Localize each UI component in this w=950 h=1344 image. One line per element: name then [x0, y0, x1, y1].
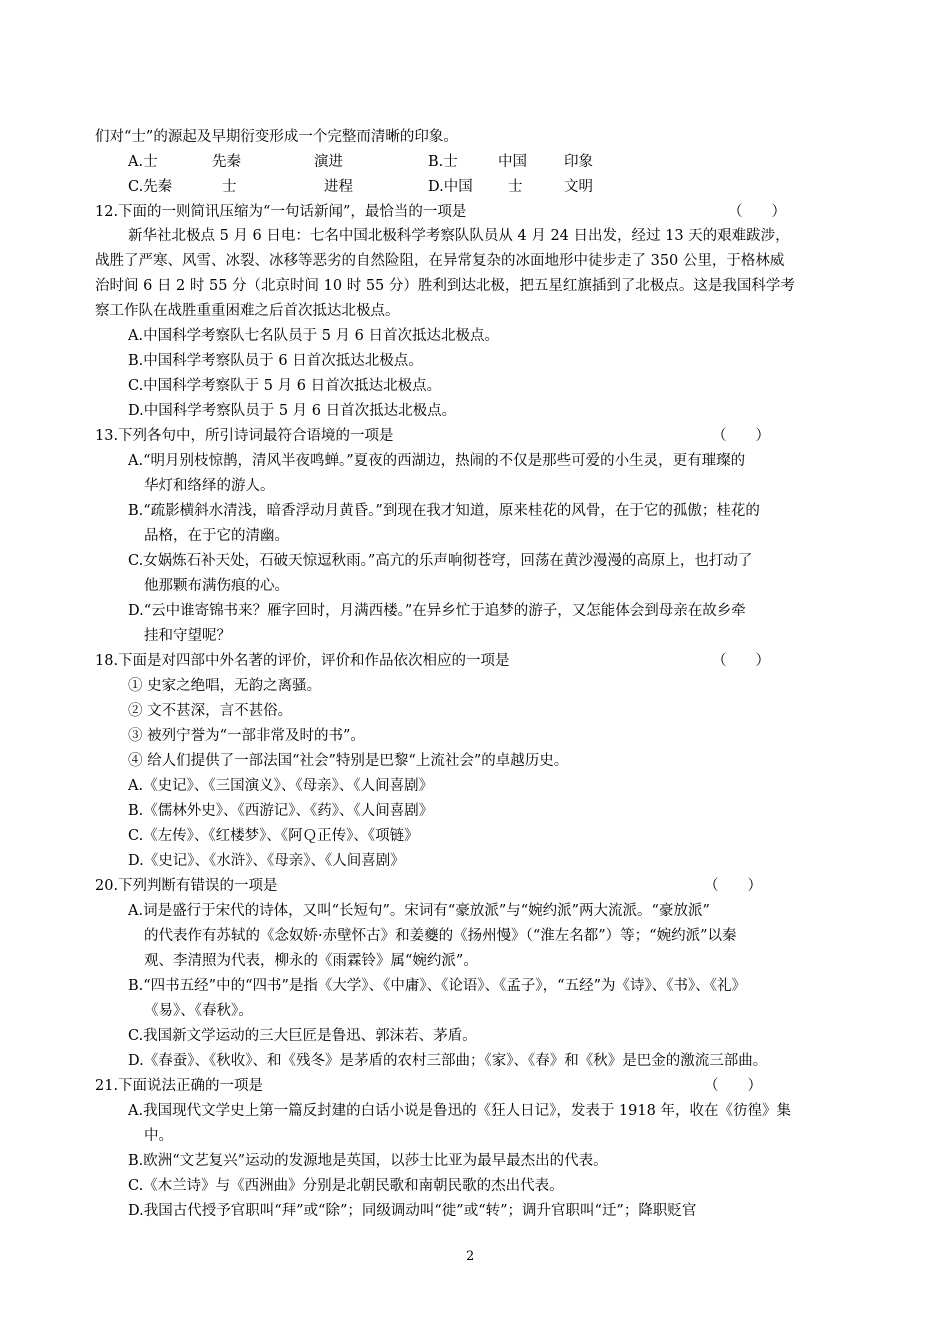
- q12-passage-line: 察工作队在战胜重重困难之后首次抵达北极点。: [95, 303, 400, 319]
- q18-option: A.《史记》、《三国演义》、《母亲》、《人间喜剧》: [128, 778, 434, 794]
- q13-option-line: 他那颗布满伤痕的心。: [144, 578, 289, 594]
- q20-option-line: 观、李清照为代表，柳永的《雨霖铃》属“婉约派”。: [144, 953, 478, 969]
- q20-option-line: C.我国新文学运动的三大巨匠是鲁迅、郭沫若、茅盾。: [128, 1028, 477, 1044]
- q18-item: ③ 被列宁誉为“一部非常及时的书”。: [128, 728, 365, 744]
- q11-option-c-1: C.先秦: [128, 179, 173, 195]
- q13-option-line: D.“云中谁寄锦书来？雁字回时，月满西楼。”在异乡忙于追梦的游子，又怎能体会到母亲在故乡牵: [128, 603, 746, 619]
- q18-option: B.《儒林外史》、《西游记》、《药》、《人间喜剧》: [128, 803, 434, 819]
- q11-option-a-1: A.士: [128, 154, 158, 170]
- q18-item: ④ 给人们提供了一部法国“社会”特别是巴黎“上流社会”的卓越历史。: [128, 753, 569, 769]
- q12-option: C.中国科学考察队于 5 月 6 日首次抵达北极点。: [128, 378, 442, 394]
- q18-option: C.《左传》、《红楼梦》、《阿Ｑ正传》、《项链》: [128, 828, 419, 844]
- page-number: 2: [466, 1249, 475, 1264]
- q11-option-b-2: 中国: [498, 154, 527, 170]
- q20-stem: 20.下列判断有错误的一项是: [95, 878, 278, 894]
- q11-option-c-3: 进程: [324, 179, 353, 195]
- q11-option-d-2: 士: [508, 179, 523, 195]
- q21-option-line: C.《木兰诗》与《西洲曲》分别是北朝民歌和南朝民歌的杰出代表。: [128, 1178, 564, 1194]
- q20-option-line: A.词是盛行于宋代的诗体，又叫“长短句”。宋词有“豪放派”与“婉约派”两大流派。“豪放派”: [128, 903, 710, 919]
- q12-option: D.中国科学考察队员于 5 月 6 日首次抵达北极点。: [128, 403, 457, 419]
- q13-option-line: B.“疏影横斜水清浅，暗香浮动月黄昏。”到现在我才知道，原来桂花的风骨，在于它的孤傲；桂花的: [128, 503, 760, 519]
- q13-option-line: C.女娲炼石补天处，石破天惊逗秋雨。”高亢的乐声响彻苍穹，回荡在黄沙漫漫的高原上，也打动了: [128, 553, 753, 569]
- q20-answer-blank: （ ）: [704, 878, 762, 894]
- q20-option-line: 的代表作有苏轼的《念奴娇·赤壁怀古》和姜夔的《扬州慢》（“淮左名都”）等；“婉约派”以秦: [144, 928, 737, 944]
- q12-answer-blank: （ ）: [728, 204, 786, 220]
- q20-option-line: 《易》、《春秋》。: [144, 1003, 253, 1019]
- q12-option: B.中国科学考察队员于 6 日首次抵达北极点。: [128, 353, 423, 369]
- q11-option-a-3: 演进: [314, 154, 343, 170]
- q13-option-line: 挂和守望呢？: [144, 628, 231, 644]
- q12-passage-line: 新华社北极点 5 月 6 日电：七名中国北极科学考察队队员从 4 月 24 日出发，经过 13 天的艰难跋涉，: [128, 228, 790, 244]
- q18-stem: 18.下面是对四部中外名著的评价，评价和作品依次相应的一项是: [95, 653, 510, 669]
- q21-option-line: D.我国古代授予官职叫“拜”或“除”；同级调动叫“徙”或“转”；调升官职叫“迁”；降职贬官: [128, 1203, 697, 1219]
- q18-item: ② 文不甚深，言不甚俗。: [128, 703, 293, 719]
- q11-option-a-2: 先秦: [212, 154, 241, 170]
- q21-option-line: B.欧洲“文艺复兴”运动的发源地是英国，以莎士比亚为最早最杰出的代表。: [128, 1153, 608, 1169]
- q13-answer-blank: （ ）: [712, 428, 770, 444]
- q21-answer-blank: （ ）: [704, 1078, 762, 1094]
- q11-option-b-1: B.士: [428, 154, 458, 170]
- q18-item: ① 史家之绝唱，无韵之离骚。: [128, 678, 322, 694]
- q13-option-line: A.“明月别枝惊鹊，清风半夜鸣蝉。”夏夜的西湖边，热闹的不仅是那些可爱的小生灵，更有璀璨的: [128, 453, 746, 469]
- q21-option-line: A.我国现代文学史上第一篇反封建的白话小说是鲁迅的《狂人日记》，发表于 1918 年，收在《彷徨》集: [128, 1103, 791, 1119]
- q11-option-d-3: 文明: [564, 179, 593, 195]
- q11-option-c-2: 士: [222, 179, 237, 195]
- q12-passage-line: 战胜了严寒、风雪、冰裂、冰移等恶劣的自然险阻，在异常复杂的冰面地形中徒步走了 350 公里，于格林威: [95, 253, 785, 269]
- q11-option-b-3: 印象: [564, 154, 593, 170]
- q13-option-line: 品格，在于它的清幽。: [144, 528, 289, 544]
- q12-passage-line: 治时间 6 日 2 时 55 分（北京时间 10 时 55 分）胜利到达北极，把五星红旗插到了北极点。这是我国科学考: [95, 278, 795, 294]
- q18-option: D.《史记》、《水浒》、《母亲》、《人间喜剧》: [128, 853, 405, 869]
- q13-option-line: 华灯和络绎的游人。: [144, 478, 275, 494]
- q20-option-line: B.“四书五经”中的“四书”是指《大学》、《中庸》、《论语》、《孟子》，“五经”为《诗》、《书》、《礼》: [128, 978, 746, 994]
- q21-stem: 21.下面说法正确的一项是: [95, 1078, 264, 1094]
- q12-stem: 12.下面的一则简讯压缩为“一句话新闻”，最恰当的一项是: [95, 204, 467, 220]
- q21-option-line: 中。: [144, 1128, 173, 1144]
- q13-stem: 13.下列各句中，所引诗词最符合语境的一项是: [95, 428, 394, 444]
- q20-option-line: D.《春蚕》、《秋收》、和《残冬》是茅盾的农村三部曲；《家》、《春》和《秋》是巴金的激流三部曲。: [128, 1053, 768, 1069]
- q12-option: A.中国科学考察队七名队员于 5 月 6 日首次抵达北极点。: [128, 328, 499, 344]
- q11-continuation: 们对“士”的源起及早期衍变形成一个完整而清晰的印象。: [95, 129, 458, 145]
- q11-option-d-1: D.中国: [428, 179, 473, 195]
- q18-answer-blank: （ ）: [712, 653, 770, 669]
